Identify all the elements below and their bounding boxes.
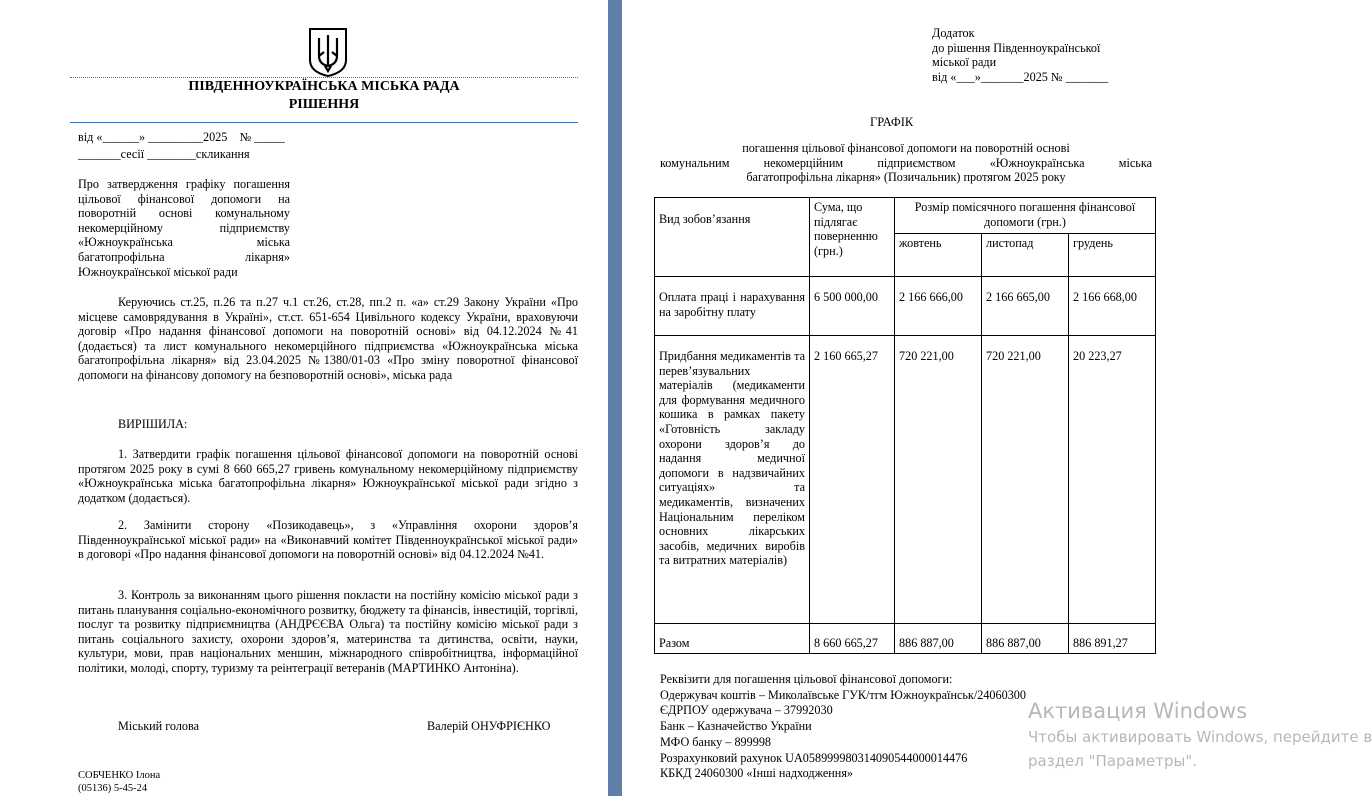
- coat-of-arms-icon: [307, 26, 349, 78]
- header-kind: Вид зобов’язання: [655, 198, 810, 277]
- schedule-title: ГРАФІК: [870, 115, 914, 129]
- details-recipient: Одержувач коштів – Миколаївське ГУК/тгм Южноукраїнськ/24060300: [660, 687, 1026, 702]
- watermark-line-2: Чтобы активировать Windows, перейдите в: [1028, 728, 1372, 746]
- header-monthly: Розмір помісячного погашення фінансової допомоги (грн.): [895, 198, 1156, 234]
- executor-name: СОБЧЕНКО Ілона: [78, 770, 161, 781]
- header-month-oct: жовтень: [895, 234, 982, 277]
- table-row: [655, 277, 1156, 336]
- subtitle-line-1: погашення цільової фінансової допомоги на поворотній основі: [742, 141, 1070, 155]
- annex-line-1: Додаток: [932, 26, 975, 40]
- annex-header: [932, 26, 1152, 84]
- row-kind: Придбання медикаментів та перев’язувальних матеріалів (медикаменти для формування медичного кошика в рамках пакету «Готовність закладу охорони здоров’я до надання медичної допомоги в надзвичайних ситуаціях» та медикаментів, визначених Національним переліком основних лікарських засобів, медичних виробів та витратних матеріалів): [655, 336, 810, 624]
- row-dec: 2 166 668,00: [1069, 277, 1156, 336]
- decision-item-2: 2. Замінити сторону «Позикодавець», з «Управління охорони здоров’я Південноукраїнської міської ради» на «Виконавчий комітет Південноукраїнської міської ради» в договорі «Про надання фінансової допомоги на поворотній основі» від 04.12.2024 №41.: [78, 518, 578, 562]
- table-header-row: [655, 198, 1156, 234]
- signatory-title: Міський голова: [118, 719, 200, 733]
- executor-block: [78, 770, 160, 795]
- total-oct: 886 887,00: [895, 624, 982, 654]
- row-oct: 720 221,00: [895, 336, 982, 624]
- resolved-heading: ВИРІШИЛА:: [118, 417, 188, 431]
- header-month-dec: грудень: [1069, 234, 1156, 277]
- watermark-line-1: Активация Windows: [1028, 699, 1248, 723]
- subtitle-line-2: комунальним некомерційним підприємством «Южноукраїнська міська: [660, 155, 1152, 170]
- row-sum: 2 160 665,27: [810, 336, 895, 624]
- header-sum: Сума, що підлягає поверненню (грн.): [810, 198, 895, 277]
- row-kind: Оплата праці і нарахування на заробітну плату: [655, 277, 810, 336]
- table-row: [655, 336, 1156, 624]
- windows-activation-watermark: [1028, 697, 1372, 773]
- row-dec: 20 223,27: [1069, 336, 1156, 624]
- row-nov: 720 221,00: [982, 336, 1069, 624]
- subtitle-line-3: багатопрофільна лікарня» (Позичальник) протягом 2025 року: [746, 170, 1066, 185]
- decision-item-1: 1. Затвердити графік погашення цільової фінансової допомоги на поворотній основі протягом 2025 року в сумі 8 660 665,27 гривень комунальному некомерційному підприємству «Южноукраїнська міська багатопрофільна лікарня» Южноукраїнської міської ради згідно з додатком (додається).: [78, 447, 578, 505]
- annex-line-2: до рішення Південноукраїнської: [932, 40, 1101, 55]
- details-bank: Банк – Казначейство України: [660, 719, 812, 734]
- details-kbkd: КБКД 24060300 «Інші надходження»: [660, 766, 854, 781]
- header-month-nov: листопад: [982, 234, 1069, 277]
- session-line: _______сесії ________скликання: [78, 147, 250, 161]
- row-sum: 6 500 000,00: [810, 277, 895, 336]
- total-label: Разом: [655, 624, 810, 654]
- council-name: ПІВДЕННОУКРАЇНСЬКА МІСЬКА РАДА: [188, 79, 460, 94]
- details-mfo: МФО банку – 899998: [660, 734, 772, 749]
- document-page-decision: [0, 0, 608, 796]
- repayment-schedule-table: [654, 197, 1156, 654]
- document-type: РІШЕННЯ: [288, 97, 360, 112]
- details-account: Розрахунковий рахунок UA058999980314090544000014476: [660, 750, 968, 765]
- details-heading: Реквізити для погашення цільової фінансової допомоги:: [660, 672, 953, 686]
- annex-line-3: міської ради: [932, 55, 997, 70]
- watermark-line-3: раздел "Параметры".: [1028, 752, 1198, 770]
- table-total-row: [655, 624, 1156, 654]
- header-box: [70, 77, 578, 123]
- total-nov: 886 887,00: [982, 624, 1069, 654]
- total-sum: 8 660 665,27: [810, 624, 895, 654]
- signatory-name: Валерій ОНУФРІЄНКО: [427, 719, 551, 733]
- row-oct: 2 166 666,00: [895, 277, 982, 336]
- executor-phone: (05136) 5-45-24: [78, 782, 148, 794]
- decision-date-line: від «______» _________2025 № _____: [78, 130, 285, 144]
- row-nov: 2 166 665,00: [982, 277, 1069, 336]
- preamble-paragraph: Керуючись ст.25, п.26 та п.27 ч.1 ст.26, ст.28, пп.2 п. «а» ст.29 Закону України «Про місцеве самоврядування в Україні», ст.ст. 651-654 Цивільного кодексу України, враховуючи договір «Про надання фінансової допомоги на поворотній основі» від 04.12.2024 №41 (додається) та лист комунального некомерційного підприємства «Южноукраїнська міська багатопрофільна лікарня» від 23.04.2025 №1380/01-03 «Про зміну поворотної фінансової допомоги на фінансову допомогу на безповоротній основі», міська рада: [78, 295, 578, 382]
- decision-item-3: 3. Контроль за виконанням цього рішення покласти на постійну комісію міської ради з питань планування соціально-економічного розвитку, бюджету та фінансів, інвестицій, торгівлі, послуг та розвитку підприємництва (АНДРЄЄВА Ольга) та постійну комісію міської ради з питань соціального захисту, охорони здоров’я, материнства та дитинства, освіти, науки, культури, мови, прав національних меншин, міжнародного співробітництва, інформаційної політики, молоді, спорту, туризму та реінтеграції ветеранів (МАРТИНКО Антоніна).: [78, 588, 578, 675]
- payment-details: [660, 672, 1080, 782]
- total-dec: 886 891,27: [1069, 624, 1156, 654]
- annex-line-4: від «___»_______2025 № _______: [932, 69, 1109, 84]
- schedule-subtitle: [660, 141, 1152, 185]
- page-gap: [608, 0, 622, 796]
- decision-subject: Про затвердження графіку погашення цільової фінансової допомоги на поворотній основі комунальному некомерційному підприємству «Южноукраїнська міська багатопрофільна лікарня» Южноукраїнської міської ради: [78, 177, 290, 279]
- details-edrpou: ЄДРПОУ одержувача – 37992030: [660, 703, 833, 718]
